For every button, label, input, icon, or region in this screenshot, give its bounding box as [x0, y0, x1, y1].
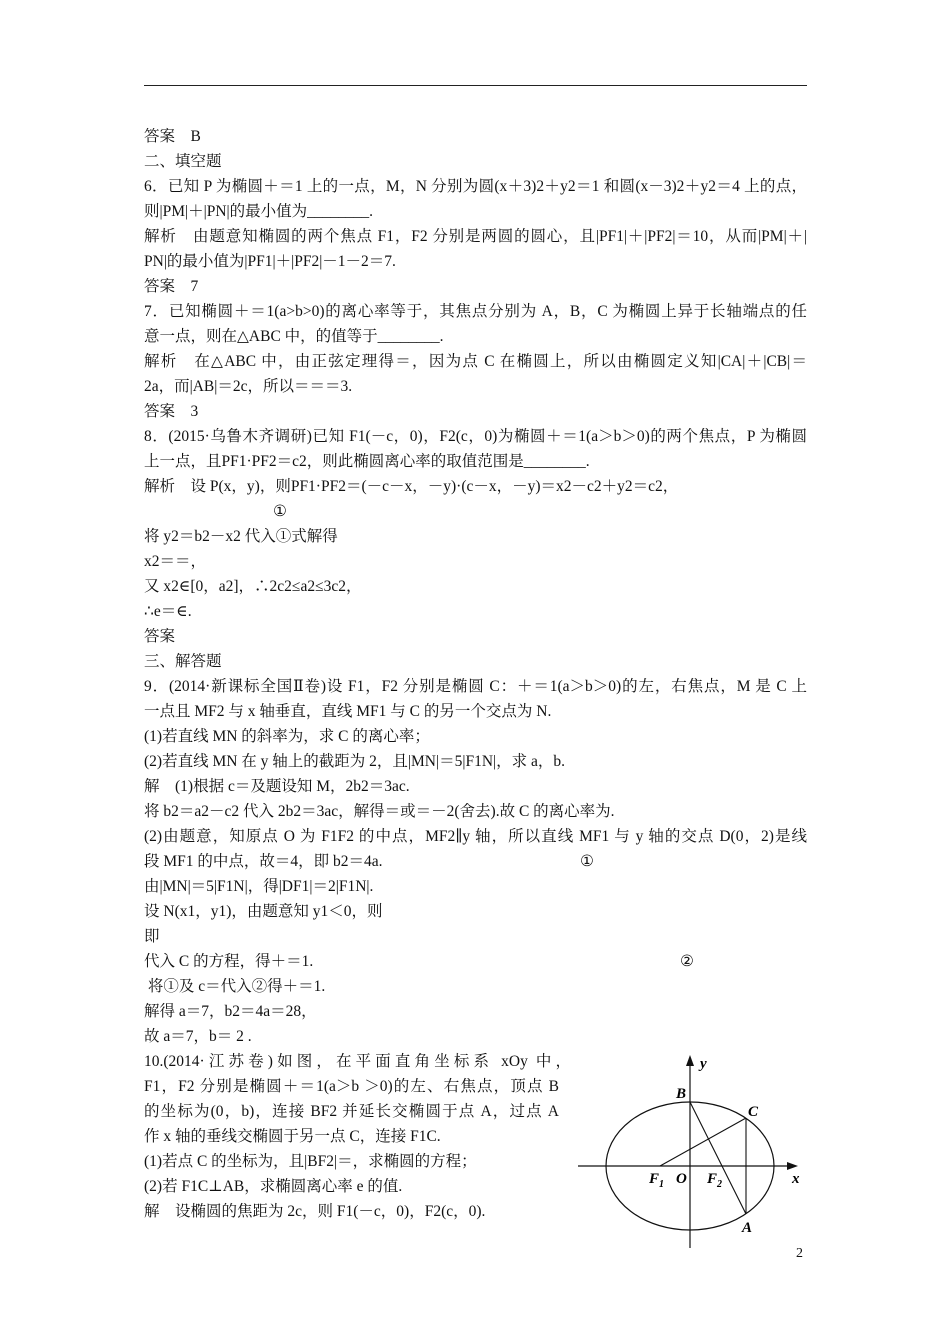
problem-10-line-4: 作 x 轴的垂线交椭圆于另一点 C，连接 F1C. [144, 1128, 441, 1145]
answer-line: 答案 7 [144, 278, 199, 295]
focus-f2-subscript: 2 [717, 1179, 723, 1190]
problem-7-line-1: 7．已知椭圆＋＝1(a>b>0)的离心率等于，其焦点分别为 A，B，C 为椭圆上异于长轴端点的任 [144, 303, 807, 320]
problem-10-line-3: 的坐标为(0，b)，连接 BF2 并延长交椭圆于点 A，过点 A [144, 1103, 559, 1120]
solution-9-line-6: 设 N(x1，y1)，由题意知 y1＜0，则 [144, 903, 383, 920]
solution-9-line-9: 将①及 c＝代入②得＋＝1. [144, 978, 326, 995]
ellipse-figure [574, 1052, 814, 1252]
solution-6-line-2: PN|的最小值为|PF1|＋|PF2|－1－2＝7. [144, 253, 396, 270]
solution-9-line-4: 段 MF1 的中点，故＝4，即 b2＝4a. [144, 853, 383, 870]
solution-9-line-2: 将 b2＝a2－c2 代入 2b2＝3ac，解得＝或＝－2(舍去).故 C 的离心率为. [144, 803, 615, 820]
solution-7-line-2: 2a，而|AB|＝2c，所以＝＝＝3. [144, 378, 353, 395]
problem-9-part-1: (1)若直线 MN 的斜率为，求 C 的离心率； [144, 728, 430, 745]
solution-10-line-1: 解 设椭圆的焦距为 2c，则 F1(－c，0)，F2(c，0). [144, 1203, 486, 1220]
focus-f1-subscript: 1 [659, 1179, 665, 1190]
line-ba [690, 1102, 746, 1214]
section-heading: 二、填空题 [144, 153, 222, 170]
solution-9-line-3: (2)由题意，知原点 O 为 F1F2 的中点，MF2∥y 轴，所以直线 MF1 与 y 轴的交点 D(0，2)是线 [144, 828, 807, 845]
problem-8-line-2: 上一点，且PF1·PF2＝c2，则此椭圆离心率的取值范围是________. [144, 453, 590, 470]
problem-9-part-2: (2)若直线 MN 在 y 轴上的截距为 2，且|MN|＝5|F1N|，求 a，b. [144, 753, 566, 770]
problem-8-line-1: 8．(2015·乌鲁木齐调研)已知 F1(－c，0)，F2(c，0)为椭圆＋＝1(a＞b＞0)的两个焦点，P 为椭圆 [144, 428, 807, 445]
solution-8-line-5: ∴e＝∈. [144, 603, 192, 620]
solution-9-line-1: 解 (1)根据 c＝及题设知 M，2b2＝3ac. [144, 778, 410, 795]
solution-7-line-1: 解析 在△ABC 中，由正弦定理得＝，因为点 C 在椭圆上，所以由椭圆定义知|CA|＋|CB|＝ [144, 353, 807, 370]
solution-8-line-1: 解析 设 P(x，y)，则PF1·PF2＝(－c－x，－y)·(c－x，－y)＝x2－c2＋y2＝c2， [144, 478, 679, 495]
page-number: 2 [796, 1246, 803, 1261]
answer-line: 答案 B [144, 128, 201, 145]
problem-10-line-2: F1，F2 分别是椭圆＋＝1(a＞b ＞0)的左、右焦点，顶点 B [144, 1078, 559, 1095]
origin-label: O [676, 1171, 687, 1187]
equation-marker: ① [273, 503, 287, 520]
problem-10-part-1: (1)若点 C 的坐标为，且|BF2|＝，求椭圆的方程； [144, 1153, 477, 1170]
point-b-label: B [676, 1086, 687, 1102]
answer-line: 答案 [144, 628, 176, 645]
section-heading: 三、解答题 [144, 653, 222, 670]
answer-line: 答案 3 [144, 403, 199, 420]
focus-f2-label [706, 1171, 722, 1190]
problem-10-line-1: 10.(2014·江苏卷)如图，在平面直角坐标系 xOy 中， [144, 1053, 571, 1070]
problem-6-line-2: 则|PM|＋|PN|的最小值为________. [144, 203, 374, 220]
focus-f1-label [648, 1171, 664, 1190]
equation-marker: ② [680, 953, 694, 970]
problem-10-part-2: (2)若 F1C⊥AB，求椭圆离心率 e 的值. [144, 1178, 403, 1195]
header-rule [144, 85, 807, 86]
solution-9-line-11: 故 a＝7，b＝ 2 . [144, 1028, 252, 1045]
focus-f1-letter: F [649, 1171, 660, 1187]
solution-6-line-1: 解析 由题意知椭圆的两个焦点 F1，F2 分别是两圆的圆心，且|PF1|＋|PF2|＝10，从而|PM|＋| [144, 228, 807, 245]
solution-8-line-2: 将 y2＝b2－x2 代入①式解得 [144, 528, 338, 545]
equation-marker: ① [580, 853, 594, 870]
solution-9-line-10: 解得 a＝7，b2＝4a＝28， [144, 1003, 317, 1020]
problem-9-line-2: 一点且 MF2 与 x 轴垂直，直线 MF1 与 C 的另一个交点为 N. [144, 703, 552, 720]
point-a-label: A [742, 1220, 753, 1236]
y-axis-arrow [686, 1055, 694, 1066]
line-f1c [660, 1118, 746, 1166]
problem-6-line-1: 6．已知 P 为椭圆＋＝1 上的一点，M，N 分别为圆(x＋3)2＋y2＝1 和圆(x－3)2＋y2＝4 上的点， [144, 178, 807, 195]
focus-f2-letter: F [707, 1171, 718, 1187]
problem-9-line-1: 9．(2014·新课标全国Ⅱ卷)设 F1，F2 分别是椭圆 C：＋＝1(a＞b＞0)的左，右焦点，M 是 C 上 [144, 678, 807, 695]
solution-8-line-3: x2＝＝， [144, 553, 207, 570]
solution-8-line-4: 又 x2∈[0，a2]，∴2c2≤a2≤3c2， [144, 578, 362, 595]
y-axis-label: y [700, 1056, 707, 1072]
problem-7-line-2: 意一点，则在△ABC 中，的值等于________. [144, 328, 444, 345]
x-axis-arrow [787, 1162, 798, 1170]
x-axis-label: x [792, 1171, 800, 1187]
solution-9-line-7: 即 [144, 928, 160, 945]
solution-9-line-8: 代入 C 的方程，得＋＝1. [144, 953, 314, 970]
point-c-label: C [748, 1104, 759, 1120]
solution-9-line-5: 由|MN|＝5|F1N|，得|DF1|＝2|F1N|. [144, 878, 374, 895]
